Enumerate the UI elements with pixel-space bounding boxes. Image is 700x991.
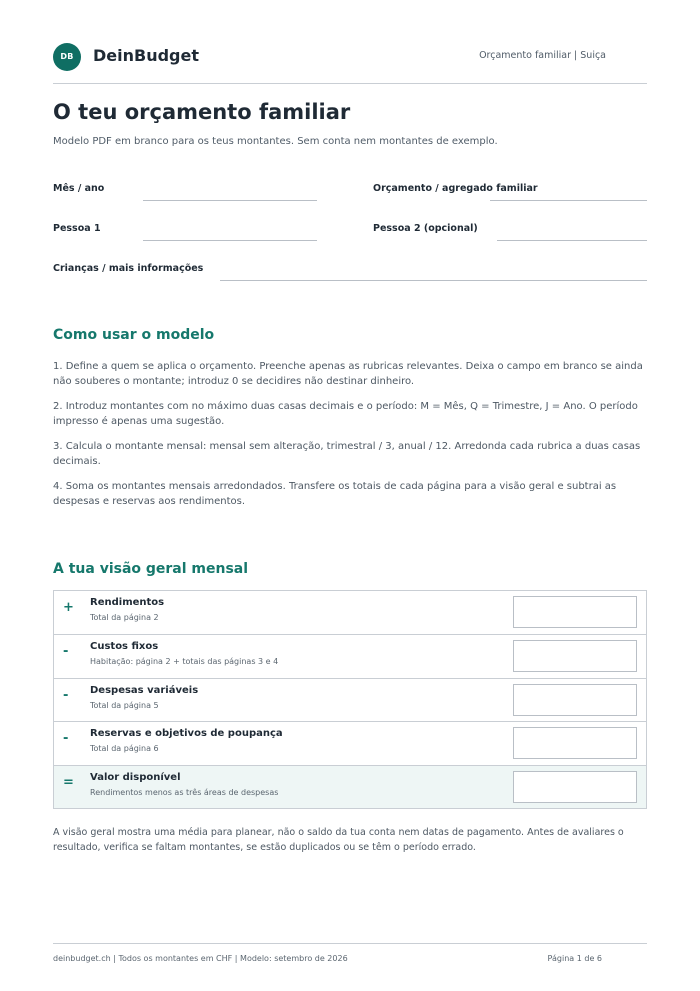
children-label: Crianças / mais informações <box>53 263 204 274</box>
page-footer <box>53 943 647 963</box>
equals-sign: = <box>63 774 74 790</box>
overview-table <box>53 590 647 809</box>
brand-name: DeinBudget <box>93 46 199 65</box>
brand-logo: DB <box>53 43 81 71</box>
overview-row-hint: Total da página 5 <box>90 700 159 710</box>
footer-info: deinbudget.ch | Todos os montantes em CHF | Modelo: setembro de 2026 <box>53 954 348 963</box>
overview-note: A visão geral mostra uma média para planear, não o saldo da tua conta nem datas de pagamento. Antes de avaliares o resultado, verifica se faltam montantes, se estão duplicados ou se têm o período errado. <box>53 827 624 853</box>
minus-sign: - <box>63 644 69 660</box>
overview-row-available <box>54 765 646 808</box>
overview-title: A tua visão geral mensal <box>53 561 249 577</box>
children-field[interactable] <box>220 280 647 281</box>
overview-row-hint: Total da página 2 <box>90 613 159 622</box>
overview-row-income <box>54 591 646 634</box>
savings-amount-field[interactable] <box>513 727 637 759</box>
income-amount-field[interactable] <box>513 596 637 628</box>
instructions-title: Como usar o modelo <box>53 327 215 343</box>
variable-expenses-amount-field[interactable] <box>513 684 637 716</box>
page-subtitle: Modelo PDF em branco para os teus montantes. Sem conta nem montantes de exemplo. <box>53 136 498 147</box>
instruction-step-4: 4. Soma os montantes mensais arredondados. Transfere os totais de cada página para a visão geral e subtrai as despesas e reservas aos rendimentos. <box>53 481 617 507</box>
household-field[interactable] <box>490 200 647 201</box>
overview-row-hint: Habitação: página 2 + totais das páginas 3 e 4 <box>90 657 279 667</box>
header-context: Orçamento familiar | Suiça <box>479 50 606 61</box>
person1-label: Pessoa 1 <box>53 223 101 234</box>
available-amount-field[interactable] <box>513 771 637 803</box>
page-number: Página 1 de 6 <box>547 954 602 963</box>
instruction-step-2: 2. Introduz montantes com no máximo duas casas decimais e o período: M = Mês, Q = Trimestre, J = Ano. O período impresso é apenas uma sugestão. <box>53 401 638 427</box>
page-header <box>53 42 647 84</box>
person1-field[interactable] <box>143 240 317 241</box>
minus-sign: - <box>63 731 69 747</box>
overview-row-label: Custos fixos <box>90 641 159 653</box>
overview-row-hint: Rendimentos menos as três áreas de despesas <box>90 787 279 797</box>
overview-row-hint: Total da página 6 <box>90 744 159 754</box>
overview-row-label: Valor disponível <box>90 771 181 783</box>
person2-field[interactable] <box>497 240 647 241</box>
overview-row-savings <box>54 721 646 764</box>
plus-sign: + <box>63 600 74 615</box>
month-year-field[interactable] <box>143 200 317 201</box>
overview-row-label: Rendimentos <box>90 597 165 608</box>
instruction-step-1: 1. Define a quem se aplica o orçamento. Preenche apenas as rubricas relevantes. Deixa o campo em branco se ainda não souberes o montante; introduz 0 se decidires não destinar dinheiro. <box>53 361 643 387</box>
overview-row-label: Despesas variáveis <box>90 684 199 696</box>
person2-label: Pessoa 2 (opcional) <box>373 223 478 234</box>
page-title: O teu orçamento familiar <box>53 100 351 124</box>
overview-row-variable-expenses <box>54 678 646 721</box>
instruction-step-3: 3. Calcula o montante mensal: mensal sem alteração, trimestral / 3, anual / 12. Arredonda cada rubrica a duas casas decimais. <box>53 441 641 467</box>
minus-sign: - <box>63 687 69 703</box>
overview-row-label: Reservas e objetivos de poupança <box>90 728 283 740</box>
overview-row-fixed-costs <box>54 634 646 677</box>
fixed-costs-amount-field[interactable] <box>513 640 637 672</box>
month-year-label: Mês / ano <box>53 183 105 194</box>
household-label: Orçamento / agregado familiar <box>373 183 538 194</box>
